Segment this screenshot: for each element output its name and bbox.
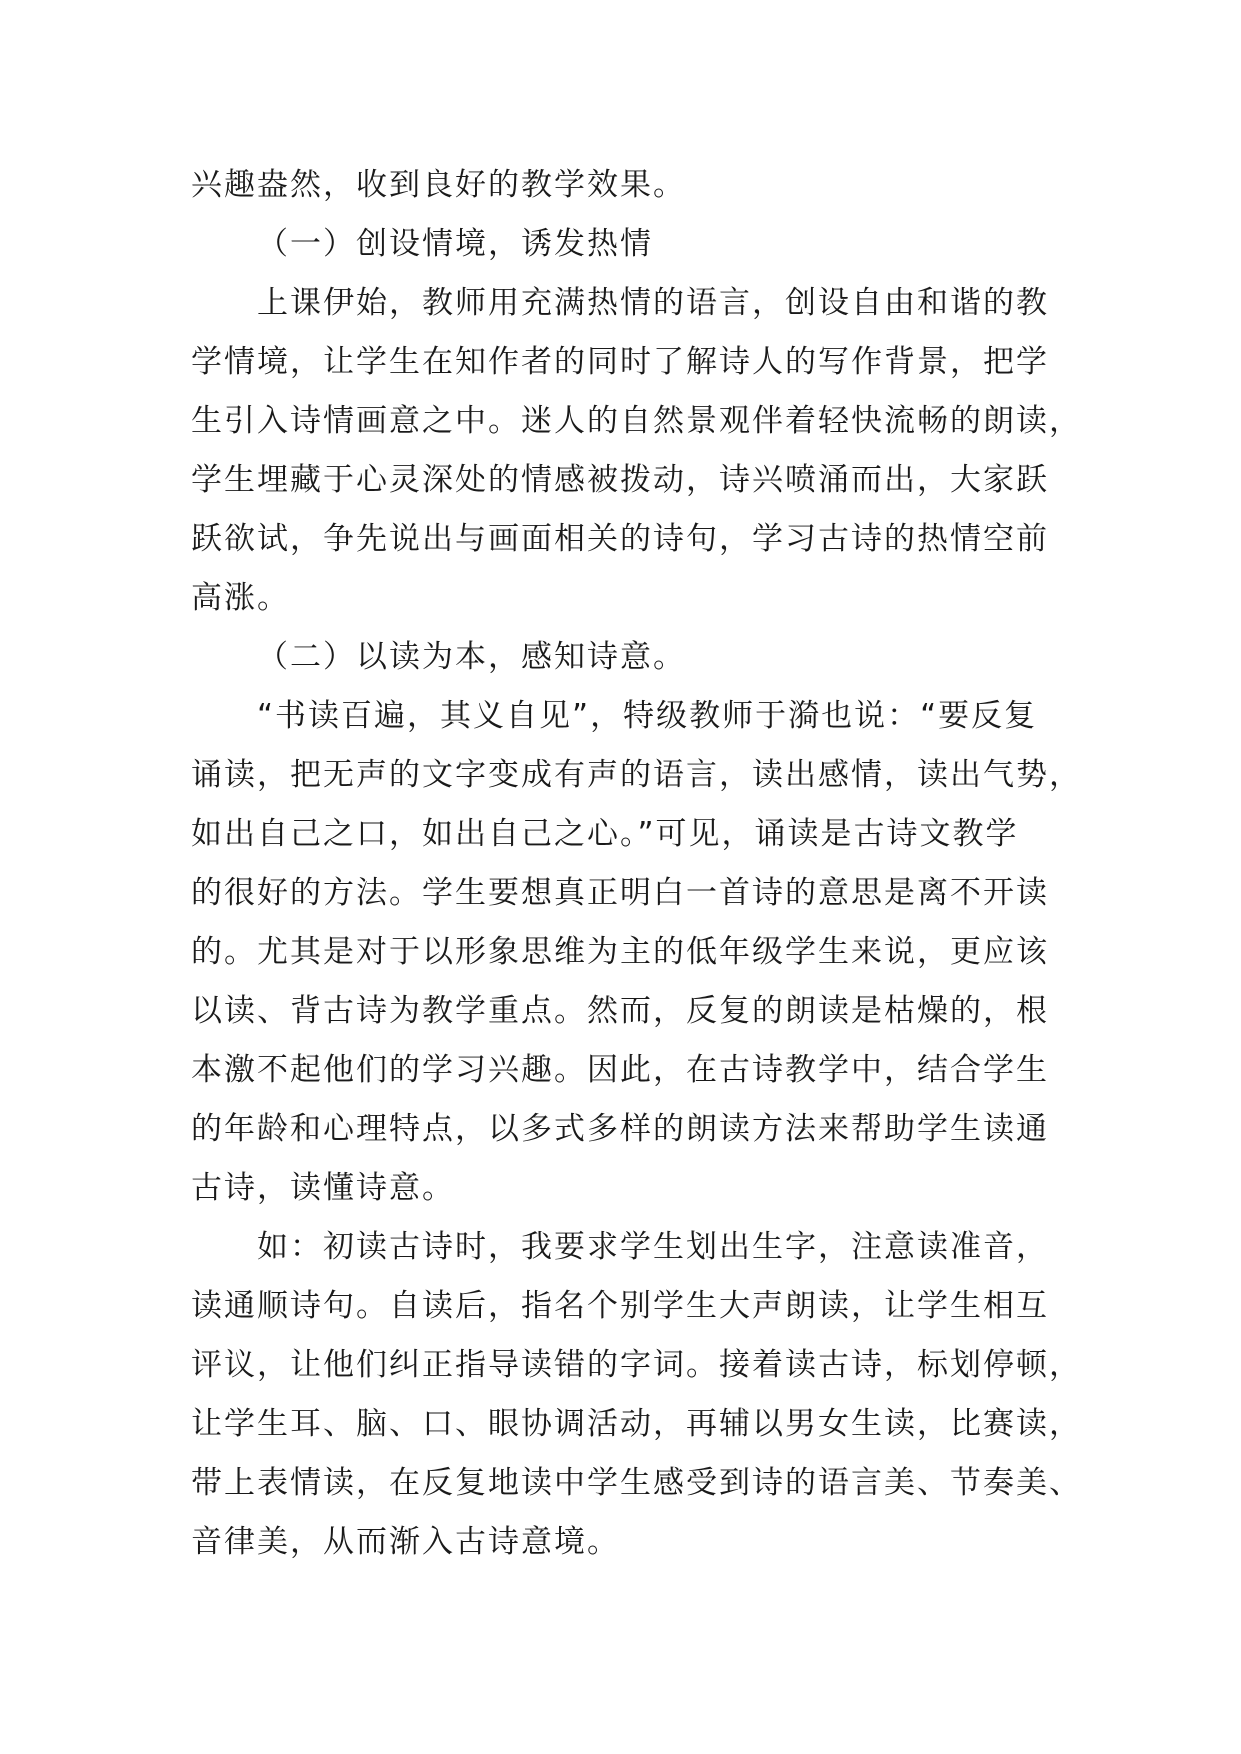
section-heading: （一）创设情境，诱发热情 xyxy=(257,226,653,262)
body-text xyxy=(191,156,1082,1572)
text-line: 读通顺诗句。自读后，指名个别学生大声朗读，让学生相互 xyxy=(191,1288,1049,1324)
text-line: “书读百遍，其义自见”，特级教师于漪也说：“要反复 xyxy=(257,698,1038,734)
text-line: 跃欲试，争先说出与画面相关的诗句，学习古诗的热情空前 xyxy=(191,521,1049,557)
section-heading: （二）以读为本，感知诗意。 xyxy=(257,639,686,675)
text-line: 如出自己之口，如出自己之心。”可见，诵读是古诗文教学 xyxy=(191,816,1019,852)
text-line: 学情境，让学生在知作者的同时了解诗人的写作背景，把学 xyxy=(191,344,1049,380)
text-line: 学生埋藏于心灵深处的情感被拨动，诗兴喷涌而出，大家跃 xyxy=(191,462,1049,498)
text-line: 上课伊始，教师用充满热情的语言，创设自由和谐的教 xyxy=(257,285,1049,321)
text-line: 兴趣盎然，收到良好的教学效果。 xyxy=(191,167,686,203)
text-line: 让学生耳、脑、口、眼协调活动，再辅以男女生读，比赛读， xyxy=(191,1406,1082,1442)
text-line: 古诗，读懂诗意。 xyxy=(191,1170,455,1206)
text-line: 本激不起他们的学习兴趣。因此，在古诗教学中，结合学生 xyxy=(191,1052,1049,1088)
text-line: 评议，让他们纠正指导读错的字词。接着读古诗，标划停顿， xyxy=(191,1347,1082,1383)
text-line: 诵读，把无声的文字变成有声的语言，读出感情，读出气势， xyxy=(191,757,1082,793)
text-line: 高涨。 xyxy=(191,580,290,616)
text-line: 的。尤其是对于以形象思维为主的低年级学生来说，更应该 xyxy=(191,934,1049,970)
text-line: 以读、背古诗为教学重点。然而，反复的朗读是枯燥的，根 xyxy=(191,993,1049,1029)
text-line: 音律美，从而渐入古诗意境。 xyxy=(191,1524,620,1560)
text-line: 带上表情读，在反复地读中学生感受到诗的语言美、节奏美、 xyxy=(191,1465,1082,1501)
text-line: 的年龄和心理特点，以多式多样的朗读方法来帮助学生读通 xyxy=(191,1111,1049,1147)
text-line: 如：初读古诗时，我要求学生划出生字，注意读准音， xyxy=(257,1229,1049,1265)
text-line: 生引入诗情画意之中。迷人的自然景观伴着轻快流畅的朗读， xyxy=(191,403,1082,439)
text-line: 的很好的方法。学生要想真正明白一首诗的意思是离不开读 xyxy=(191,875,1049,911)
